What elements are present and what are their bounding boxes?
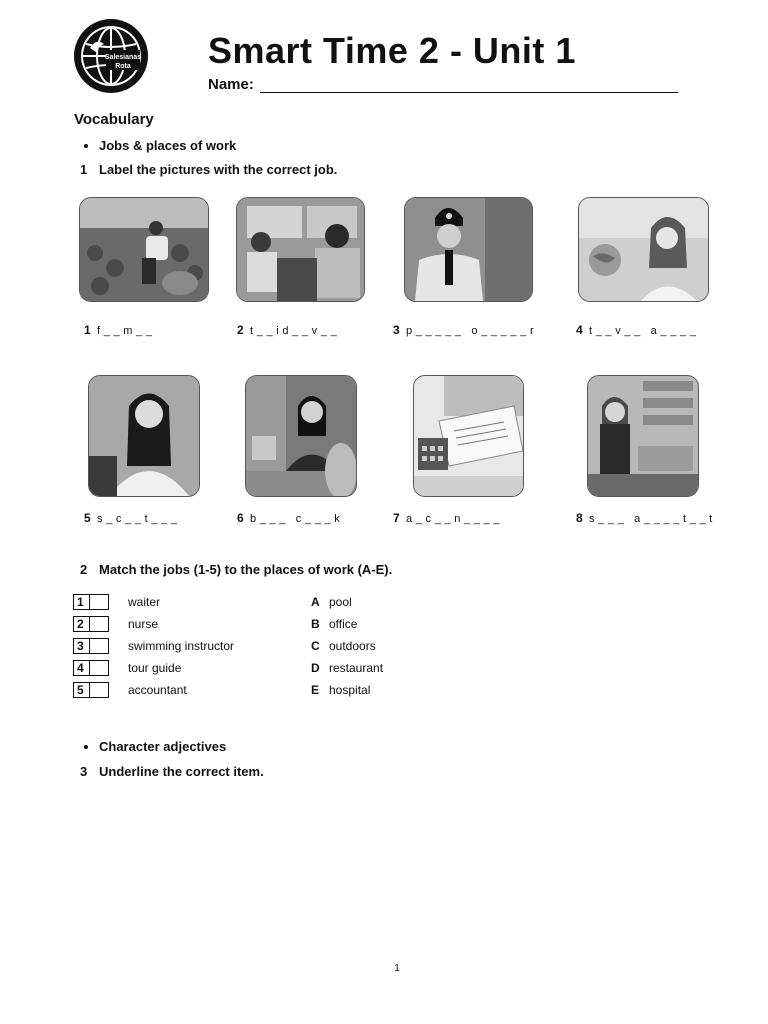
section-title: Vocabulary [74, 111, 154, 128]
job-number: 4 [73, 660, 90, 676]
exercise-3-text: Underline the correct item. [99, 764, 264, 779]
exercise-2-text: Match the jobs (1-5) to the places of work (A-E). [99, 562, 393, 577]
job-number: 1 [73, 594, 90, 610]
topic-jobs [74, 138, 236, 153]
place-letter: D [311, 661, 320, 675]
match-row [73, 681, 371, 699]
label-blank-5[interactable]: 5 s _ c _ _ t _ _ _ [84, 511, 178, 525]
bullet-icon [84, 745, 88, 749]
place-name: hospital [329, 683, 371, 697]
job-number: 3 [73, 638, 90, 654]
job-name: nurse [128, 617, 159, 631]
logo-text-1: Salesianas [104, 54, 142, 61]
exercise-1-text: Label the pictures with the correct job. [99, 162, 338, 177]
match-row [73, 659, 384, 677]
label-blank-2[interactable]: 2 t _ _ i d _ _ v _ _ [237, 323, 338, 337]
school-logo [70, 18, 152, 94]
exercise-1-number: 1 [80, 162, 88, 177]
answer-box[interactable] [90, 638, 109, 654]
label-blank-3[interactable]: 3 p _ _ _ _ _ o _ _ _ _ _ r [393, 323, 534, 337]
name-input-line[interactable] [260, 78, 678, 93]
match-row [73, 637, 376, 655]
place-letter: E [311, 683, 320, 697]
exercise-2-instruction [74, 562, 392, 577]
job-name: waiter [128, 595, 161, 609]
place-letter: B [311, 617, 320, 631]
picture-taxi-driver [236, 197, 365, 302]
label-blank-4[interactable]: 4 t _ _ v _ _ a _ _ _ _ [576, 323, 697, 337]
logo-text-2: Rota [115, 63, 131, 70]
answer-box[interactable] [90, 660, 109, 676]
exercise-3-number: 3 [80, 764, 88, 779]
topic-character-label: Character adjectives [99, 739, 227, 754]
job-number: 2 [73, 616, 90, 632]
place-letter: A [311, 595, 320, 609]
job-number: 5 [73, 682, 90, 698]
label-blank-6[interactable]: 6 b _ _ _ c _ _ _ k [237, 511, 341, 525]
job-name: accountant [128, 683, 187, 697]
match-row [73, 615, 358, 633]
worksheet-title: Smart Time 2 - Unit 1 [208, 30, 576, 71]
answer-box[interactable] [90, 682, 109, 698]
picture-travel-agent [578, 197, 709, 302]
topic-jobs-label: Jobs & places of work [99, 138, 237, 153]
picture-police-officer [404, 197, 533, 302]
name-label: Name: [208, 76, 254, 93]
bullet-icon [84, 144, 88, 148]
place-name: office [329, 617, 358, 631]
place-name: outdoors [329, 639, 376, 653]
exercise-1-instruction [74, 162, 337, 177]
place-name: pool [329, 595, 352, 609]
picture-bank-clerk [245, 375, 357, 497]
place-letter: C [311, 639, 320, 653]
page-number: 1 [394, 963, 400, 974]
picture-accountant [413, 375, 524, 497]
job-name: swimming instructor [128, 639, 235, 653]
answer-box[interactable] [90, 616, 109, 632]
place-name: restaurant [329, 661, 384, 675]
topic-character-adjectives [74, 739, 226, 754]
name-field-row [208, 76, 678, 93]
picture-farmer [79, 197, 209, 302]
label-blank-7[interactable]: 7 a _ c _ _ n _ _ _ _ [393, 511, 500, 525]
label-blank-8[interactable]: 8 s _ _ _ a _ _ _ _ t _ _ t [576, 511, 713, 525]
answer-box[interactable] [90, 594, 109, 610]
job-name: tour guide [128, 661, 182, 675]
picture-secretary [88, 375, 200, 497]
label-blank-1[interactable]: 1 f _ _ m _ _ [84, 323, 153, 337]
match-row [73, 593, 352, 611]
exercise-2-number: 2 [80, 562, 88, 577]
picture-shop-assistant [587, 375, 699, 497]
exercise-3-instruction [74, 764, 264, 779]
